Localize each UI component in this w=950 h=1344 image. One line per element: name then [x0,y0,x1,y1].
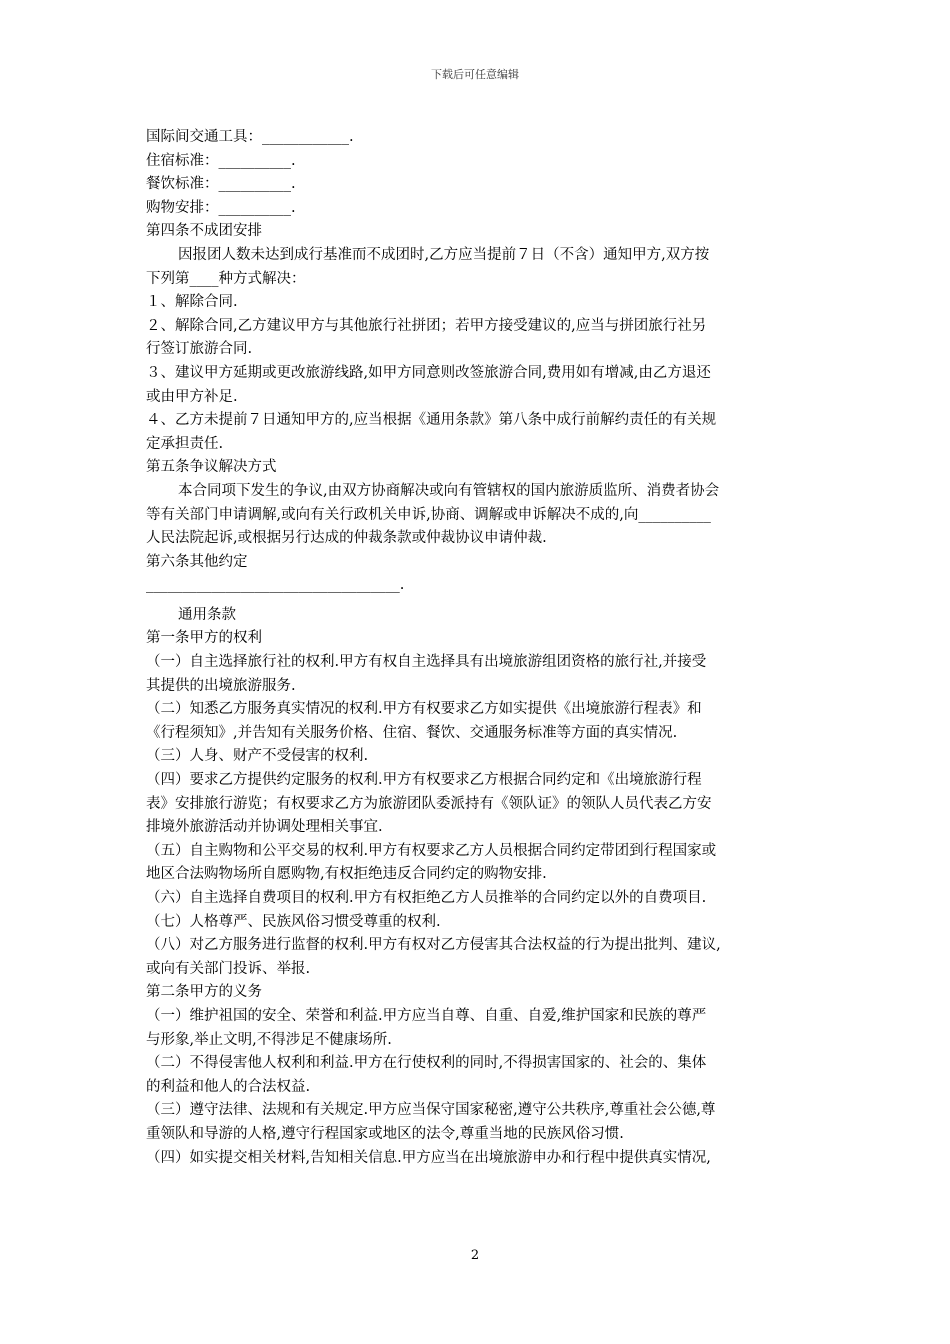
text-line: ２、解除合同,乙方建议甲方与其他旅行社拼团；若甲方接受建议的,应当与拼团旅行社另 [146,317,707,334]
section-heading: 第六条其他约定 [146,553,248,570]
text-line: 因报团人数未达到成行基准而不成团时,乙方应当提前７日（不含）通知甲方,双方按 [178,246,710,263]
section-heading: 第二条甲方的义务 [146,984,262,1001]
text-line: （三）遵守法律、法规和有关规定.甲方应当保守国家秘密,遵守公共秩序,尊重社会公德,尊 [146,1102,716,1119]
text-line: 其提供的出境旅游服务. [146,677,296,694]
section-heading: 第四条不成团安排 [146,223,262,240]
text-line: 行签订旅游合同. [146,341,253,358]
text-line: ___________________________________. [146,577,405,594]
text-line: （一）自主选择旅行社的权利.甲方有权自主选择具有出境旅游组团资格的旅行社,并接受 [146,654,707,671]
text-line: 定承担责任. [146,435,224,452]
text-line: 排境外旅游活动并协调处理相关事宜. [146,819,383,836]
text-line: 购物安排：__________. [146,199,296,216]
text-line: （一）维护祖国的安全、荣誉和利益.甲方应当自尊、自重、自爱,维护国家和民族的尊严 [146,1007,707,1024]
text-line: （四）如实提交相关材料,告知相关信息.甲方应当在出境旅游申办和行程中提供真实情况, [146,1149,711,1166]
page-number: 2 [470,1248,480,1263]
page-header: 下载后可任意编辑 [431,68,519,81]
text-line: 国际间交通工具：____________. [146,129,354,145]
text-line: 本合同项下发生的争议,由双方协商解决或向有管辖权的国内旅游质监所、消费者协会 [178,482,720,499]
section-title: 通用条款 [178,606,236,623]
text-line: 下列第____种方式解决： [146,270,306,287]
text-line: （六）自主选择自费项目的权利.甲方有权拒绝乙方人员推举的合同约定以外的自费项目. [146,890,707,906]
text-line: （七）人格尊严、民族风俗习惯受尊重的权利. [146,913,441,930]
text-line: 餐饮标准：__________. [146,176,296,193]
text-line: （二）不得侵害他人权利和利益.甲方在行使权利的同时,不得损害国家的、社会的、集体 [146,1055,707,1072]
text-line: （五）自主购物和公平交易的权利.甲方有权要求乙方人员根据合同约定带团到行程国家或 [146,842,717,859]
text-line: 重领队和导游的人格,遵守行程国家或地区的法令,尊重当地的民族风俗习惯. [146,1125,624,1142]
text-line: ３、建议甲方延期或更改旅游线路,如甲方同意则改签旅游合同,费用如有增减,由乙方退还 [146,364,711,381]
text-line: 表》安排旅行游览；有权要求乙方为旅游团队委派持有《领队证》的领队人员代表乙方安 [146,795,712,812]
text-line: 人民法院起诉,或根据另行达成的仲裁条款或仲裁协议申请仲裁. [146,530,547,547]
text-line: 或向有关部门投诉、举报. [146,960,311,977]
section-heading: 第五条争议解决方式 [146,459,277,476]
text-line: （二）知悉乙方服务真实情况的权利.甲方有权要求乙方如实提供《出境旅游行程表》和 [146,701,702,718]
text-line: 的利益和他人的合法权益. [146,1078,311,1095]
text-line: （四）要求乙方提供约定服务的权利.甲方有权要求乙方根据合同约定和《出境旅游行程 [146,772,702,789]
text-line: 或由甲方补足. [146,388,238,405]
text-line: 地区合法购物场所自愿购物,有权拒绝违反合同约定的购物安排. [146,866,547,883]
text-line: （三）人身、财产不受侵害的权利. [146,748,369,765]
section-heading: 第一条甲方的权利 [146,630,262,647]
document-body [146,126,814,1170]
text-line: 《行程须知》,并告知有关服务价格、住宿、餐饮、交通服务标准等方面的真实情况. [146,724,678,741]
text-line: （八）对乙方服务进行监督的权利.甲方有权对乙方侵害其合法权益的行为提出批判、建议, [146,937,721,954]
text-line: 等有关部门申请调解,或向有关行政机关申诉,协商、调解或申诉解决不成的,向__________ [146,506,711,523]
text-line: ４、乙方未提前７日通知甲方的,应当根据《通用条款》第八条中成行前解约责任的有关规 [146,412,717,429]
text-line: 住宿标准：__________. [146,152,296,169]
text-line: 与形象,举止文明,不得涉足不健康场所. [146,1031,392,1048]
text-line: １、解除合同. [146,294,238,311]
